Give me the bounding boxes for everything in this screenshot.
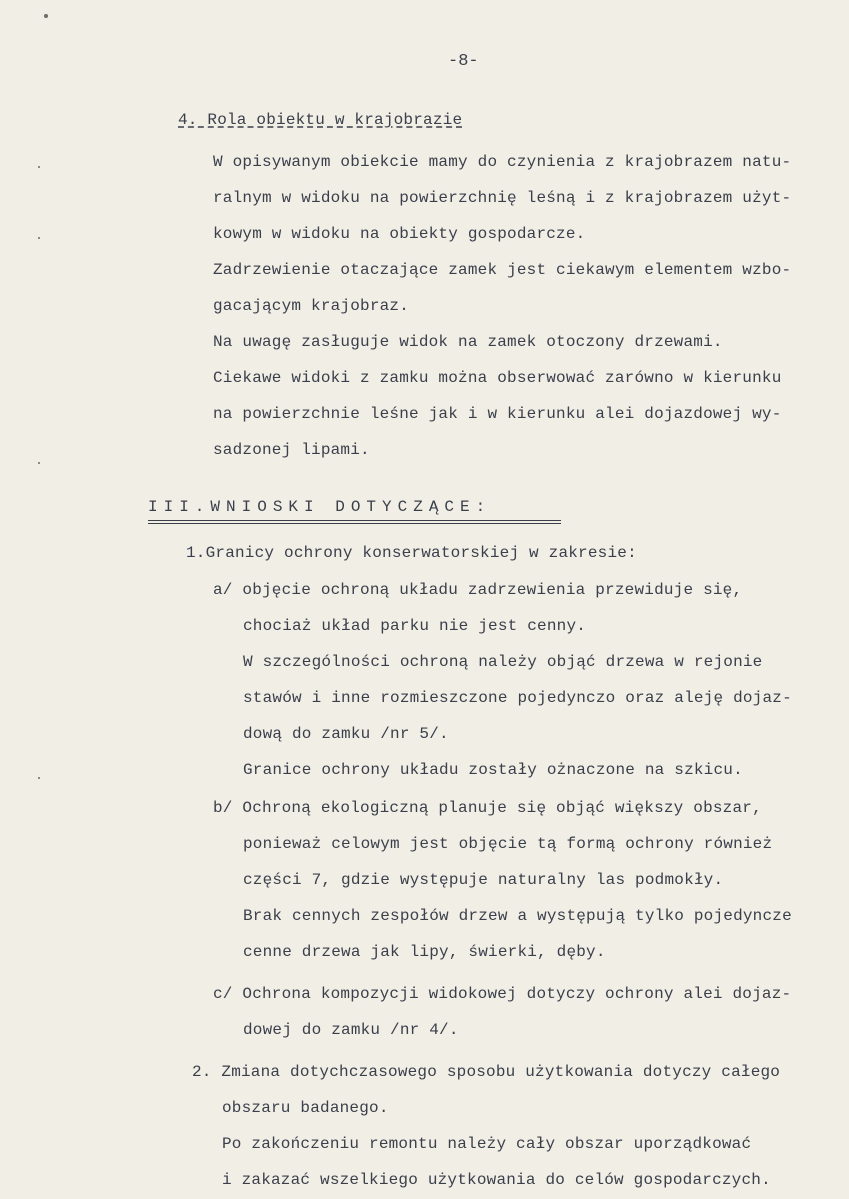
paragraph-line: chociaż układ parku nie jest cenny. — [243, 617, 587, 635]
paragraph-line: części 7, gdzie występuje naturalny las podmokły. — [243, 871, 724, 889]
paragraph-line: Po zakończeniu remontu należy cały obszar uporządkować — [222, 1135, 752, 1153]
paragraph-line: na powierzchnie leśne jak i w kierunku alei dojazdowej wy- — [213, 405, 782, 423]
margin-speck — [38, 462, 40, 464]
margin-speck — [38, 237, 40, 239]
paragraph-line: stawów i inne rozmieszczone pojedynczo oraz aleję dojaz- — [243, 689, 792, 707]
margin-speck — [38, 166, 40, 168]
heading-underline — [148, 523, 561, 524]
list-item-title: 1.Granicy ochrony konserwatorskiej w zakresie: — [186, 544, 637, 562]
paragraph-line: W opisywanym obiekcie mamy do czynienia z krajobrazem natu- — [213, 153, 792, 171]
paragraph-line: Zadrzewienie otaczające zamek jest ciekawym elementem wzbo- — [213, 261, 792, 279]
heading-underline — [148, 520, 561, 521]
paragraph-line: W szczególności ochroną należy objąć drzewa w rejonie — [243, 653, 763, 671]
paragraph-line: Ciekawe widoki z zamku można obserwować zarówno w kierunku — [213, 369, 782, 387]
section-heading: III.WNIOSKI DOTYCZĄCE: — [148, 498, 492, 516]
paragraph-line: Brak cennych zespołów drzew a występują tylko pojedyncze — [243, 907, 792, 925]
margin-speck — [38, 777, 40, 779]
section-heading: 4. Rola obiektu w krajobrazie — [178, 111, 463, 129]
paragraph-line: ponieważ celowym jest objęcie tą formą ochrony również — [243, 835, 773, 853]
paragraph-line: a/ objęcie ochroną układu zadrzewienia przewiduje się, — [213, 581, 743, 599]
paragraph-line: obszaru badanego. — [222, 1099, 389, 1117]
paragraph-line: cenne drzewa jak lipy, świerki, dęby. — [243, 943, 606, 961]
paragraph-line: i zakazać wszelkiego użytkowania do celów gospodarczych. — [222, 1171, 771, 1189]
paragraph-line: sadzonej lipami. — [213, 441, 370, 459]
list-item-title: 2. Zmiana dotychczasowego sposobu użytkowania dotyczy całego — [192, 1063, 781, 1081]
paragraph-line: b/ Ochroną ekologiczną planuje się objąć większy obszar, — [213, 799, 762, 817]
margin-speck — [44, 14, 48, 18]
paragraph-line: dową do zamku /nr 5/. — [243, 725, 449, 743]
paragraph-line: Granice ochrony układu zostały ożnaczone na szkicu. — [243, 761, 743, 779]
paragraph-line: dowej do zamku /nr 4/. — [243, 1021, 459, 1039]
paragraph-line: c/ Ochrona kompozycji widokowej dotyczy ochrony alei dojaz- — [213, 985, 792, 1003]
paragraph-line: gacającym krajobraz. — [213, 297, 410, 315]
paragraph-line: ralnym w widoku na powierzchnię leśną i z krajobrazem użyt- — [213, 189, 792, 207]
paragraph-line: kowym w widoku na obiekty gospodarcze. — [213, 225, 586, 243]
page-number: -8- — [448, 52, 479, 71]
paragraph-line: Na uwagę zasługuje widok na zamek otoczony drzewami. — [213, 333, 723, 351]
